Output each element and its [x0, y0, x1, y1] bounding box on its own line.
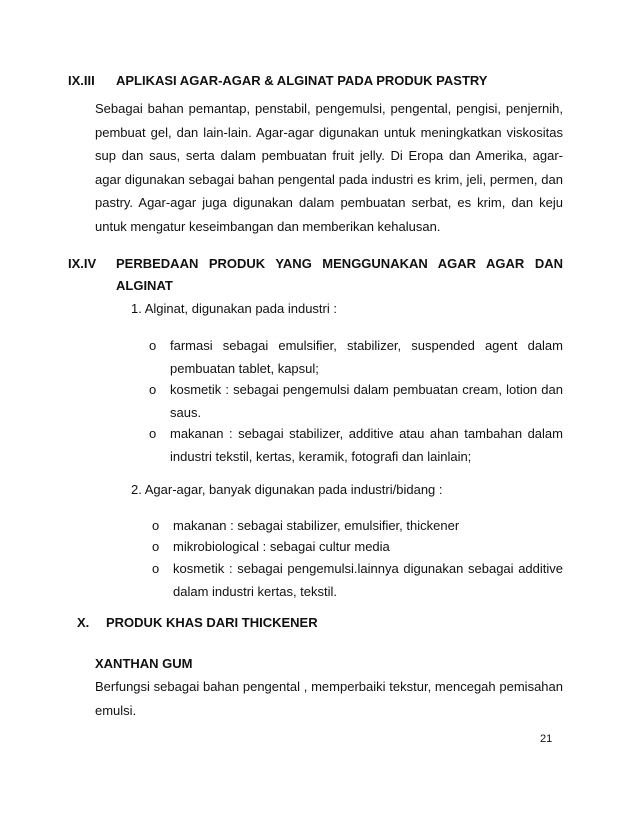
bullet-text: makanan : sebagai stabilizer, additive atau ahan tambahan dalam industri tekstil, kertas, keramik, fotografi dan lainlain; [170, 426, 563, 464]
section-ix3-number: IX.III [68, 73, 95, 88]
list-item-alginat: 1. Alginat, digunakan pada industri : [131, 301, 337, 316]
bullet-item [152, 535, 563, 558]
bullet-item [152, 514, 563, 537]
section-x-paragraph: Berfungsi sebagai bahan pengental , memperbaiki tekstur, mencegah pemisahan emulsi. [95, 679, 563, 718]
page-number: 21 [540, 733, 553, 745]
bullet-item [152, 557, 563, 603]
bullet-mark: o [152, 518, 160, 533]
bullet-mark: o [152, 561, 160, 576]
section-ix4-number: IX.IV [68, 256, 97, 271]
bullet-mark: o [149, 426, 157, 441]
section-x-title: PRODUK KHAS DARI THICKENER [106, 615, 318, 630]
section-x-subheading: XANTHAN GUM [95, 656, 193, 671]
bullet-text: makanan : sebagai stabilizer, emulsifier, thickener [173, 518, 460, 533]
bullet-text: kosmetik : sebagai pengemulsi.lainnya digunakan sebagai additive dalam industri kertas, tekstil. [173, 561, 563, 599]
section-ix3-title: APLIKASI AGAR-AGAR & ALGINAT PADA PRODUK PASTRY [116, 73, 488, 88]
bullet-item [149, 334, 563, 380]
bullet-item [149, 378, 563, 424]
bullet-text: farmasi sebagai emulsifier, stabilizer, suspended agent dalam pembuatan tablet, kapsul; [170, 338, 563, 376]
section-x-number: X. [77, 615, 90, 630]
section-ix3-paragraph: Sebagai bahan pemantap, penstabil, pengemulsi, pengental, pengisi, penjernih, pembuat gel, dan lain-lain. Agar-agar digunakan untuk meningkatkan viskositas sup dan saus, serta dalam pembuatan fruit jelly. Di Eropa dan Amerika, agar-agar digunakan sebagai bahan pengental pada industri es krim, jeli, permen, dan pastry. Agar-agar juga digunakan dalam pembuatan serbat, es krim, dan keju untuk mengatur keseimbangan dan memberikan kehalusan. [95, 101, 563, 234]
list-item-agar-agar: 2. Agar-agar, banyak digunakan pada industri/bidang : [131, 482, 443, 497]
bullet-mark: o [152, 539, 160, 554]
bullet-item [149, 422, 563, 468]
bullet-text: kosmetik : sebagai pengemulsi dalam pembuatan cream, lotion dan saus. [170, 382, 563, 420]
bullet-mark: o [149, 338, 157, 353]
bullet-text: mikrobiological : sebagai cultur media [173, 539, 390, 554]
section-ix4-title-line1: PERBEDAAN PRODUK YANG MENGGUNAKAN AGAR AGAR DAN [116, 256, 563, 271]
section-ix4-title-line2: ALGINAT [116, 278, 173, 293]
bullet-mark: o [149, 382, 157, 397]
